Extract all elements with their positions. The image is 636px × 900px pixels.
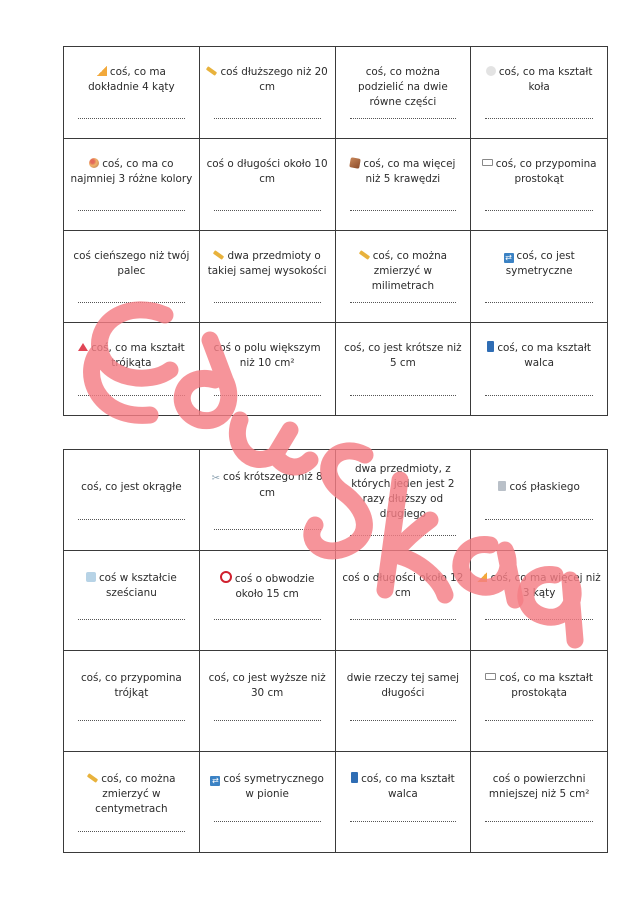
cell-text: coś o polu większym niż 10 cm² bbox=[213, 342, 321, 369]
answer-line[interactable] bbox=[350, 821, 457, 822]
cell-text: coś, co można podzielić na dwie równe części bbox=[358, 66, 448, 108]
answer-line[interactable] bbox=[485, 118, 593, 119]
ruler-icon bbox=[206, 66, 217, 76]
cell-text: coś płaskiego bbox=[509, 481, 580, 493]
cell-text: coś, co można zmierzyć w milimetrach bbox=[371, 250, 448, 292]
answer-line[interactable] bbox=[78, 118, 185, 119]
cell-text: coś, co jest symetryczne bbox=[505, 250, 575, 277]
ruler-icon bbox=[213, 250, 224, 260]
card-cell bbox=[200, 752, 336, 853]
cylinder-icon bbox=[487, 341, 494, 352]
answer-line[interactable] bbox=[485, 821, 593, 822]
card-cell bbox=[471, 752, 607, 853]
cell-text: coś o długości około 10 cm bbox=[206, 158, 328, 185]
answer-line[interactable] bbox=[78, 720, 185, 721]
card-cell bbox=[200, 551, 336, 652]
cell-text: dwa przedmioty, z których jeden jest 2 razy dłuższy od drugiego bbox=[351, 463, 455, 520]
answer-line[interactable] bbox=[214, 395, 321, 396]
answer-line[interactable] bbox=[485, 619, 593, 620]
card-cell bbox=[471, 651, 607, 752]
palette-icon bbox=[89, 158, 99, 168]
cell-text: coś, co ma dokładnie 4 kąty bbox=[88, 66, 175, 93]
cell-text: coś krótszego niż 8 cm bbox=[223, 471, 323, 499]
answer-line[interactable] bbox=[214, 619, 321, 620]
cell-text: coś cieńszego niż twój palec bbox=[73, 250, 190, 277]
cell-text: coś, co można zmierzyć w centymetrach bbox=[95, 772, 176, 815]
cell-text: coś, co ma kształt walca bbox=[497, 342, 591, 369]
answer-line[interactable] bbox=[214, 821, 321, 822]
answer-line[interactable] bbox=[214, 210, 321, 211]
card-cell bbox=[64, 323, 200, 415]
cube-icon bbox=[350, 157, 362, 169]
cell-text: dwie rzeczy tej samej długości bbox=[346, 672, 459, 699]
answer-line[interactable] bbox=[350, 619, 457, 620]
set-square-icon bbox=[97, 66, 107, 76]
card-cell bbox=[336, 551, 472, 652]
cell-text: coś, co jest okrągłe bbox=[81, 481, 182, 493]
card-cell bbox=[471, 450, 607, 551]
card-cell bbox=[200, 139, 336, 231]
triangle-icon bbox=[78, 343, 88, 351]
card-cell bbox=[336, 752, 472, 853]
cell-text: coś, co ma co najmniej 3 różne kolory bbox=[70, 158, 193, 185]
answer-line[interactable] bbox=[214, 529, 321, 530]
cell-text: coś symetrycznego w pionie bbox=[223, 772, 324, 800]
circle-icon bbox=[486, 66, 496, 76]
answer-line[interactable] bbox=[214, 302, 321, 303]
card-cell bbox=[64, 651, 200, 752]
card-cell bbox=[336, 231, 472, 323]
card-cell bbox=[64, 47, 200, 139]
answer-line[interactable] bbox=[78, 519, 185, 520]
cell-text: coś, co ma kształt trójkąta bbox=[91, 342, 185, 369]
answer-line[interactable] bbox=[485, 720, 593, 721]
rectangle-icon bbox=[482, 159, 493, 166]
answer-line[interactable] bbox=[78, 831, 185, 832]
answer-line[interactable] bbox=[78, 302, 185, 303]
bingo-card-grid-2 bbox=[63, 449, 608, 853]
symmetry-icon: ⇄ bbox=[505, 253, 512, 262]
card-cell bbox=[64, 752, 200, 853]
card-cell bbox=[471, 551, 607, 652]
cell-text: coś, co przypomina trójkąt bbox=[80, 672, 182, 699]
answer-line[interactable] bbox=[350, 118, 457, 119]
bingo-card-grid-1 bbox=[63, 46, 608, 416]
card-cell bbox=[471, 47, 607, 139]
answer-line[interactable] bbox=[350, 210, 457, 211]
card-cell bbox=[336, 139, 472, 231]
cell-text: coś, co ma kształt prostokąta bbox=[499, 672, 593, 699]
card-cell bbox=[336, 323, 472, 415]
cell-text: coś o długości około 12 cm bbox=[342, 571, 464, 599]
answer-line[interactable] bbox=[485, 395, 593, 396]
card-cell bbox=[200, 450, 336, 551]
card-cell bbox=[471, 231, 607, 323]
ice-cube-icon bbox=[86, 572, 96, 582]
cell-text: coś o powierzchni mniejszej niż 5 cm² bbox=[488, 772, 590, 800]
card-cell bbox=[200, 323, 336, 415]
cell-text: coś, co jest krótsze niż 5 cm bbox=[344, 342, 462, 369]
cell-text: coś, co ma kształt walca bbox=[361, 772, 455, 800]
card-cell bbox=[200, 651, 336, 752]
answer-line[interactable] bbox=[350, 302, 457, 303]
ruler-icon bbox=[359, 250, 370, 260]
cell-text: coś, co przypomina prostokąt bbox=[495, 158, 597, 185]
answer-line[interactable] bbox=[485, 210, 593, 211]
answer-line[interactable] bbox=[485, 302, 593, 303]
cylinder-icon bbox=[351, 772, 358, 783]
set-square-icon bbox=[477, 572, 487, 582]
answer-line[interactable] bbox=[485, 519, 593, 520]
cell-text: coś o obwodzie około 15 cm bbox=[234, 572, 315, 600]
card-cell bbox=[64, 450, 200, 551]
card-cell bbox=[471, 139, 607, 231]
answer-line[interactable] bbox=[350, 720, 457, 721]
cell-text: coś, co jest wyższe niż 30 cm bbox=[208, 672, 326, 699]
cell-text: coś, co ma więcej niż 3 kąty bbox=[490, 571, 601, 599]
card-cell bbox=[200, 231, 336, 323]
rectangle-icon bbox=[485, 673, 496, 680]
ruler-icon bbox=[87, 773, 98, 783]
cell-text: coś dłuższego niż 20 cm bbox=[220, 66, 328, 93]
cell-text: coś w kształcie sześcianu bbox=[98, 571, 177, 599]
answer-line[interactable] bbox=[350, 395, 457, 396]
card-cell bbox=[64, 139, 200, 231]
answer-line[interactable] bbox=[214, 118, 321, 119]
card-cell bbox=[336, 450, 472, 551]
cell-text: coś, co ma kształt koła bbox=[498, 66, 593, 93]
answer-line[interactable] bbox=[78, 210, 185, 211]
symmetry-icon: ⇄ bbox=[212, 775, 219, 785]
card-cell bbox=[471, 323, 607, 415]
card-cell bbox=[64, 551, 200, 652]
answer-line[interactable] bbox=[78, 395, 185, 396]
card-cell bbox=[64, 231, 200, 323]
cell-text: coś, co ma więcej niż 5 krawędzi bbox=[363, 158, 456, 185]
answer-line[interactable] bbox=[350, 535, 457, 536]
card-cell bbox=[336, 47, 472, 139]
answer-line[interactable] bbox=[78, 619, 185, 620]
page-icon bbox=[498, 481, 506, 491]
cell-text: dwa przedmioty o takiej samej wysokości bbox=[207, 250, 327, 277]
card-cell bbox=[336, 651, 472, 752]
answer-line[interactable] bbox=[214, 720, 321, 721]
scissors-icon: ✂ bbox=[211, 473, 220, 484]
ring-icon bbox=[220, 571, 232, 583]
card-cell bbox=[200, 47, 336, 139]
